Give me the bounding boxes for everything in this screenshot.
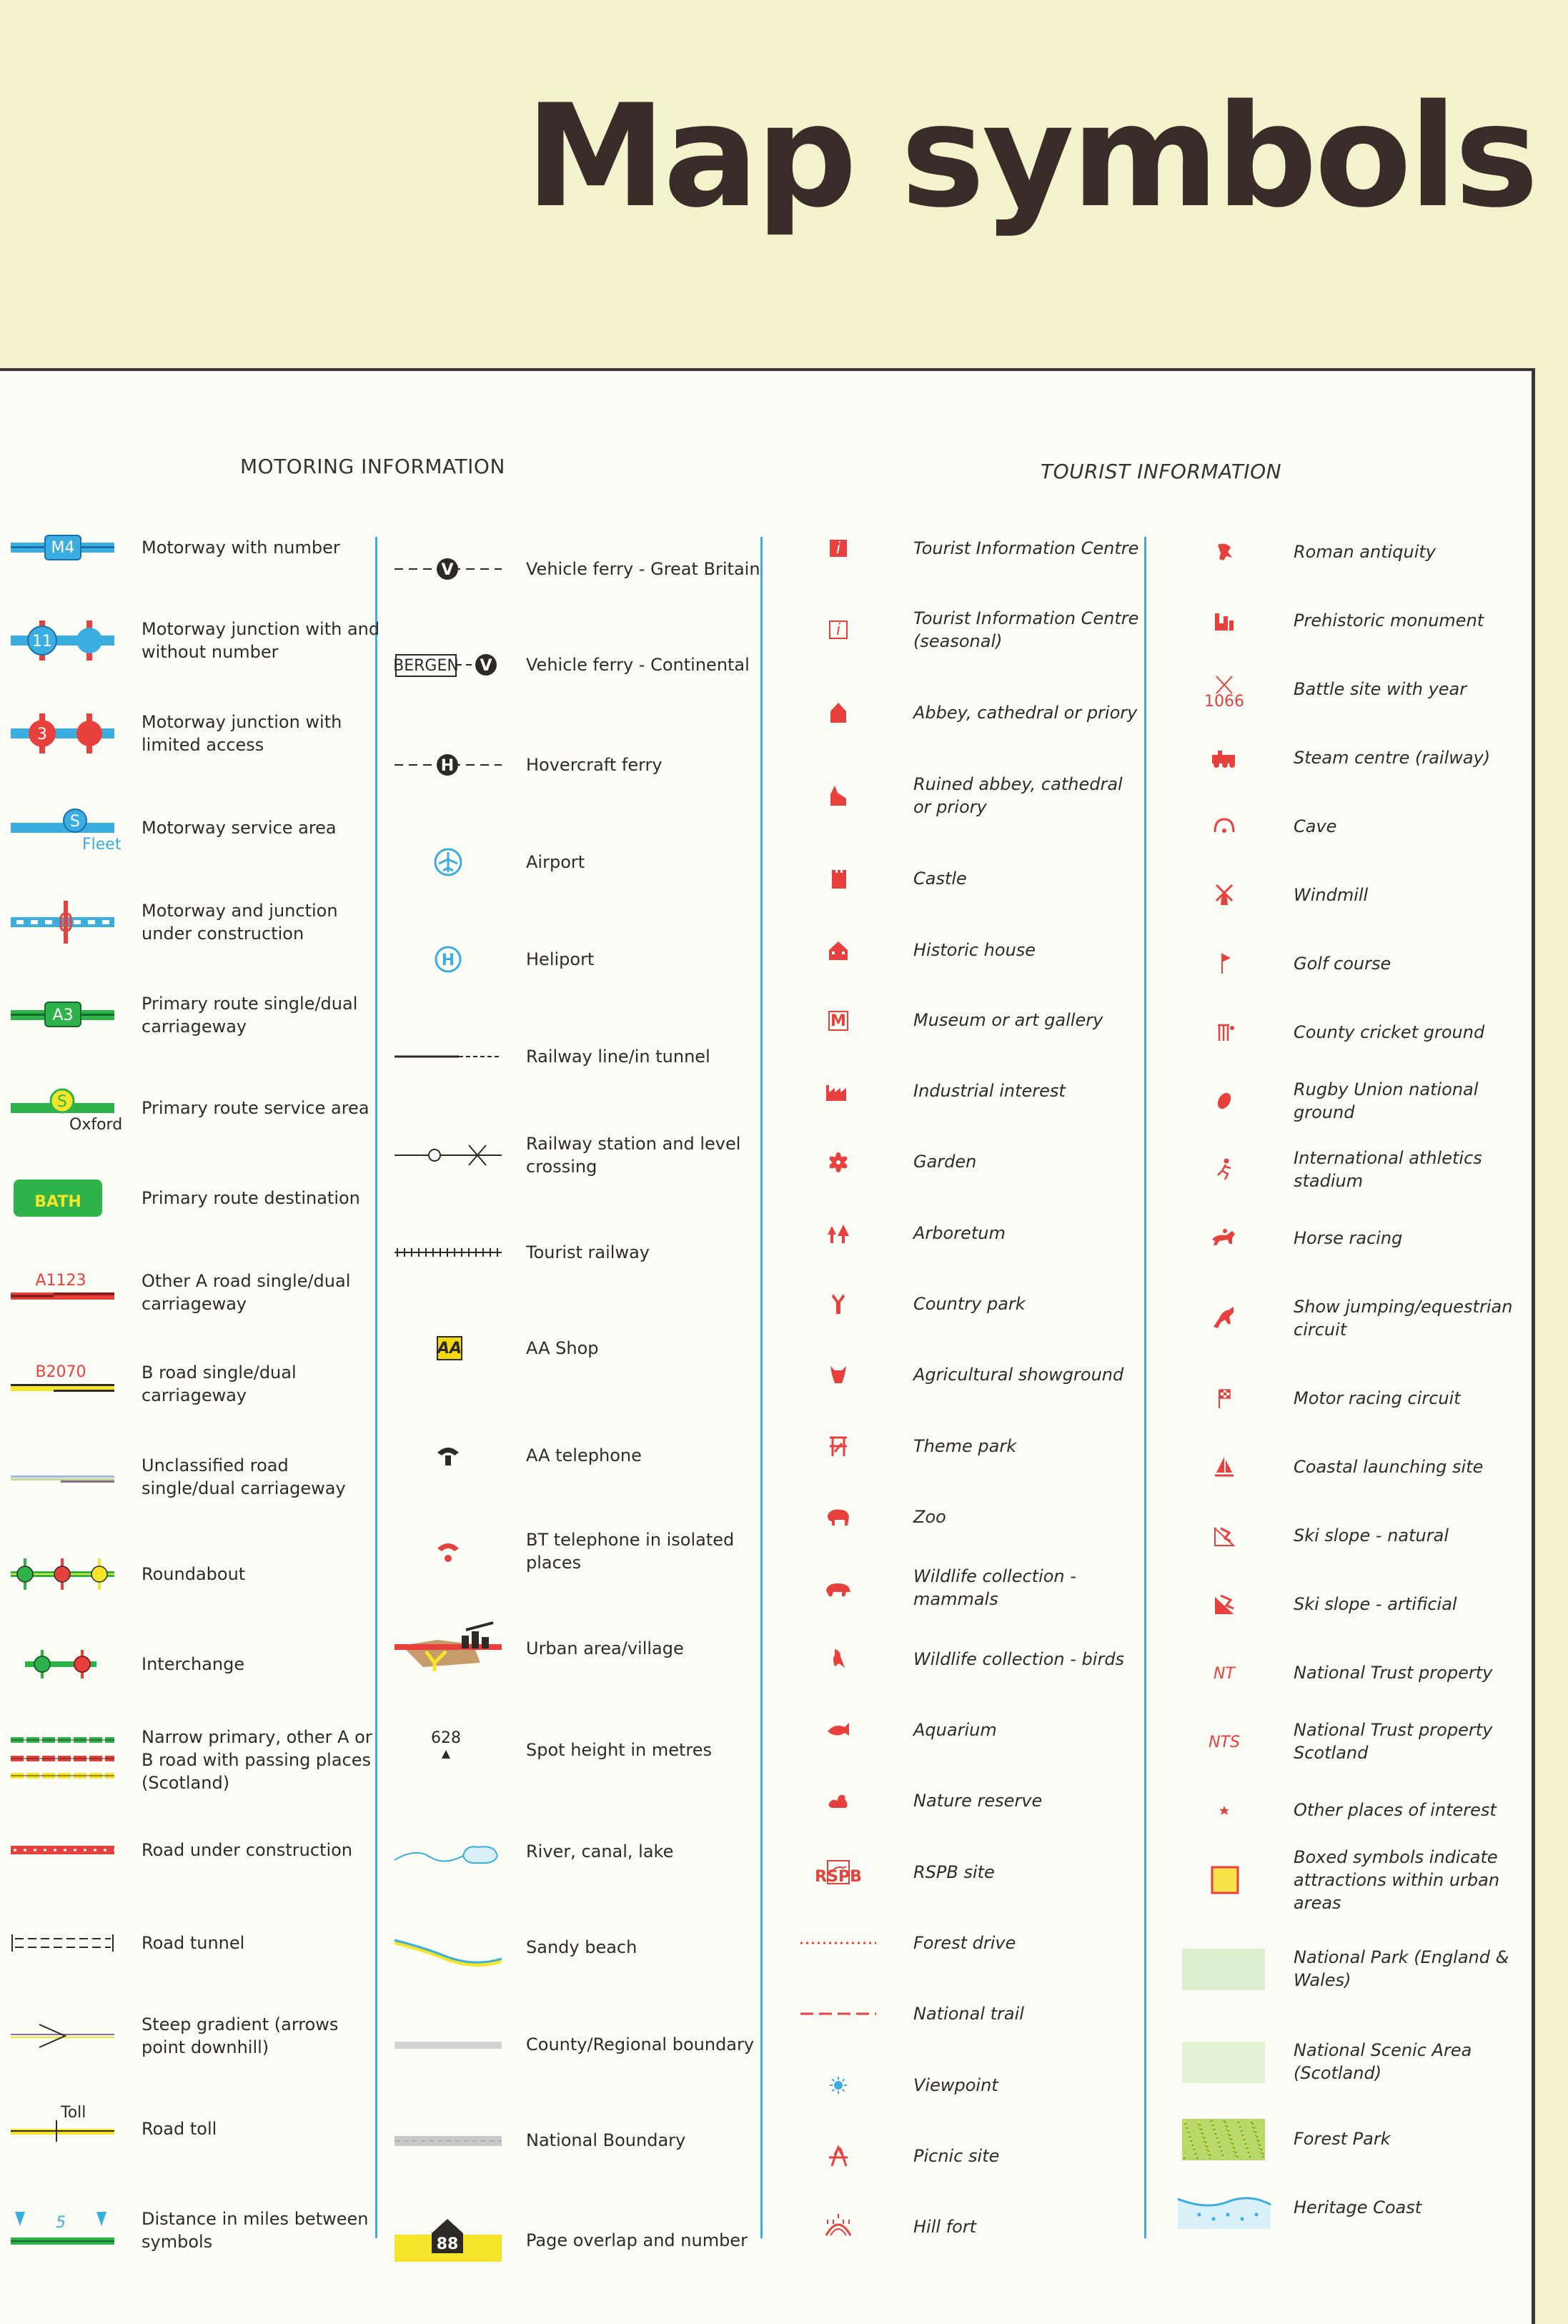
primary-service-icon <box>9 1079 122 1137</box>
legend-item <box>9 1448 384 1505</box>
legend-label: Zoo <box>913 1507 946 1527</box>
legend-item <box>395 1320 762 1377</box>
svg-text:Toll: Toll <box>60 2104 86 2122</box>
arboretum-icon <box>806 1205 870 1262</box>
legend-label: Abbey, cathedral or priory <box>913 703 1138 723</box>
legend-item <box>395 1127 762 1184</box>
svg-text:S: S <box>69 813 80 831</box>
legend-item <box>395 931 762 988</box>
svg-text:i: i <box>835 540 841 558</box>
forest-park-icon <box>1178 2110 1271 2167</box>
legend-label: Vehicle ferry - Great Britain <box>526 559 760 579</box>
page-title: Map symbols <box>525 74 1536 239</box>
legend-item <box>806 684 1142 741</box>
legend-label: National Trust property Scotland <box>1294 1720 1493 1763</box>
legend-item <box>9 1264 384 1321</box>
legend-item <box>395 1721 762 1779</box>
legend-item <box>806 2127 1142 2185</box>
show-jumping-icon <box>1178 1290 1271 1347</box>
legend-label: Railway line/in tunnel <box>526 1047 710 1067</box>
legend-item <box>395 636 762 693</box>
legend-label: Wildlife collection - mammals <box>913 1566 1076 1609</box>
legend-label: Forest Park <box>1294 2129 1391 2149</box>
legend-label: B road single/dual carriageway <box>142 1363 297 1405</box>
ski-natural-icon <box>1178 1507 1271 1564</box>
wildlife-mammals-icon <box>806 1559 870 1616</box>
legend-item <box>806 767 1142 824</box>
legend-label: Heritage Coast <box>1294 2197 1422 2217</box>
legend-label: Agricultural showground <box>913 1365 1124 1385</box>
legend-label: Country park <box>913 1294 1026 1314</box>
legend-item <box>9 1636 384 1693</box>
legend-item <box>395 1224 762 1281</box>
legend-item <box>806 1275 1142 1332</box>
svg-text:BERGEN: BERGEN <box>393 657 459 675</box>
legend-item <box>806 992 1142 1049</box>
legend-item <box>806 520 1142 577</box>
legend-label: Interchange <box>142 1654 245 1674</box>
legend-label: AA telephone <box>526 1445 642 1465</box>
legend-label: Prehistoric monument <box>1294 610 1484 631</box>
interchange-icon <box>9 1636 116 1693</box>
athletics-icon <box>1178 1141 1271 1198</box>
legend-label: Picnic site <box>913 2146 1000 2166</box>
legend-label: Tourist Information Centre (seasonal) <box>913 608 1139 651</box>
theme-park-icon <box>806 1418 870 1475</box>
svg-text:BATH: BATH <box>34 1193 81 1211</box>
industrial-icon <box>806 1062 870 1119</box>
legend-item <box>1178 1576 1529 1633</box>
legend-label: Industrial interest <box>913 1081 1066 1101</box>
motorway-construction-icon <box>9 894 116 951</box>
coastal-launch-icon <box>1178 1438 1271 1495</box>
legend-label: Historic house <box>913 940 1036 960</box>
tourist-info-icon <box>806 520 870 577</box>
motorway-limited-junction-icon <box>9 705 116 762</box>
svg-text:H: H <box>441 951 455 969</box>
tourist-railway-icon <box>395 1224 502 1281</box>
legend-item <box>9 705 384 762</box>
sandy-beach-icon <box>395 1919 502 1976</box>
legend-item <box>1178 661 1529 718</box>
legend-label: Roman antiquity <box>1294 542 1436 562</box>
wildlife-birds-icon <box>806 1631 870 1688</box>
svg-text:i: i <box>835 621 841 639</box>
legend-label: Unclassified road single/dual carriageway <box>142 1455 346 1498</box>
horse-racing-icon <box>1178 1210 1271 1267</box>
legend-label: Ski slope - natural <box>1294 1526 1449 1546</box>
legend-label: Airport <box>526 852 585 872</box>
legend-label: Golf course <box>1294 954 1391 974</box>
legend-label: Hovercraft ferry <box>526 755 663 775</box>
legend-item <box>806 1914 1142 1972</box>
rugby-icon <box>1178 1072 1271 1129</box>
legend-label: Wildlife collection - birds <box>913 1649 1125 1669</box>
legend-label: Sandy beach <box>526 1937 637 1957</box>
legend-item <box>806 2198 1142 2255</box>
legend-label: Motorway with number <box>142 538 340 558</box>
svg-text:H: H <box>440 757 455 775</box>
spot-height-icon <box>395 1721 502 1779</box>
hovercraft-icon <box>395 736 502 793</box>
legend-item <box>9 519 384 576</box>
legend-label: AA Shop <box>526 1338 599 1358</box>
legend-item <box>1178 1004 1529 1061</box>
legend-item <box>806 1062 1142 1119</box>
other-interest-icon <box>1178 1781 1271 1839</box>
legend-item <box>9 1355 384 1413</box>
legend-label: Aquarium <box>913 1720 997 1740</box>
cave-icon <box>1178 798 1271 855</box>
legend-item <box>9 799 384 856</box>
legend-label: Arboretum <box>913 1223 1006 1243</box>
svg-text:M: M <box>830 1012 846 1030</box>
legend-item <box>806 1346 1142 1403</box>
legend-label: Castle <box>913 869 967 889</box>
legend-label: Page overlap and number <box>526 2230 748 2250</box>
national-boundary-icon <box>395 2112 502 2169</box>
legend-label: Hill fort <box>913 2217 977 2237</box>
legend-item <box>806 1631 1142 1688</box>
legend-item <box>395 2016 762 2073</box>
legend-label: Rugby Union national ground <box>1294 1079 1479 1122</box>
legend-label: Railway station and level crossing <box>526 1134 741 1177</box>
legend-item <box>395 1919 762 1976</box>
golf-icon <box>1178 935 1271 992</box>
battle-site-icon <box>1178 661 1271 718</box>
legend-item <box>806 1985 1142 2042</box>
garden-icon <box>806 1133 870 1190</box>
legend-item <box>806 2057 1142 2114</box>
legend-label: Tourist Information Centre <box>913 538 1139 558</box>
legend-item <box>1178 1940 1529 1997</box>
legend-label: Windmill <box>1294 885 1369 905</box>
column-divider <box>1144 537 1146 2238</box>
road-construction-icon <box>9 1821 116 1879</box>
steam-centre-icon <box>1178 729 1271 786</box>
legend-label: Boxed symbols indicate attractions within urban areas <box>1294 1847 1500 1913</box>
scenic-area-icon <box>1178 2033 1271 2090</box>
roman-antiquity-icon <box>1178 523 1271 580</box>
legend-label: Garden <box>913 1152 977 1172</box>
legend-item <box>9 987 384 1044</box>
legend-item <box>1178 729 1529 786</box>
zoo-icon <box>806 1488 870 1546</box>
legend-label: Steep gradient (arrows point downhill) <box>142 2014 339 2057</box>
svg-text:S: S <box>56 1093 67 1111</box>
legend-item <box>9 1821 384 1879</box>
legend-label: County/Regional boundary <box>526 2034 755 2054</box>
legend-label: Road toll <box>142 2119 217 2139</box>
legend-item <box>9 894 384 951</box>
ruined-abbey-icon <box>806 767 870 824</box>
ferry-continental-icon <box>395 636 502 693</box>
railway-station-icon <box>395 1127 502 1184</box>
legend-item <box>806 1701 1142 1759</box>
legend-label: Nature reserve <box>913 1791 1043 1811</box>
castle-icon <box>806 850 870 907</box>
motorway-service-icon <box>9 799 121 856</box>
forest-drive-icon <box>806 1914 870 1972</box>
legend-item <box>1178 866 1529 924</box>
tourist-info-seasonal-icon <box>806 601 870 658</box>
legend-label: Primary route destination <box>142 1188 360 1208</box>
nature-reserve-icon <box>806 1772 870 1829</box>
legend-label: Other A road single/dual carriageway <box>142 1271 351 1314</box>
legend-item <box>806 850 1142 907</box>
legend-item <box>9 612 384 669</box>
legend-label: Other places of interest <box>1294 1800 1497 1820</box>
legend-label: Road tunnel <box>142 1933 245 1953</box>
tourist-heading: TOURIST INFORMATION <box>1041 460 1282 483</box>
legend-label: Primary route service area <box>142 1098 369 1118</box>
motorway-junction-icon <box>9 612 116 669</box>
roundabout-icon <box>9 1546 116 1603</box>
aa-telephone-icon <box>395 1427 502 1484</box>
legend-item <box>395 1523 762 1580</box>
legend-label: BT telephone in isolated places <box>526 1530 735 1573</box>
primary-route-icon <box>9 987 116 1044</box>
legend-label: Distance in miles between symbols <box>142 2209 369 2252</box>
legend-label: Narrow primary, other A or B road with passing places (Scotland) <box>142 1727 372 1793</box>
national-trust-scotland-icon <box>1178 1713 1271 1770</box>
picnic-icon <box>806 2127 870 2185</box>
legend-item <box>1178 1438 1529 1495</box>
svg-text:628: 628 <box>431 1729 461 1747</box>
legend-item <box>395 540 762 598</box>
legend-item <box>395 2112 762 2169</box>
national-trust-icon <box>1178 1644 1271 1701</box>
road-tunnel-icon <box>9 1914 116 1972</box>
legend-item <box>9 2100 384 2157</box>
svg-text:3: 3 <box>36 726 47 743</box>
legend-item <box>806 1559 1142 1616</box>
legend-item <box>806 1133 1142 1190</box>
legend-item <box>9 1079 384 1137</box>
legend-label: Primary route single/dual carriageway <box>142 994 358 1037</box>
legend-label: Museum or art gallery <box>913 1010 1103 1030</box>
legend-item <box>395 1823 762 1880</box>
legend-item <box>1178 2110 1529 2167</box>
museum-icon <box>806 992 870 1049</box>
legend-label: National trail <box>913 2004 1024 2024</box>
legend-label: Motorway service area <box>142 818 337 838</box>
legend-item <box>9 1546 384 1603</box>
legend-item <box>1178 1072 1529 1129</box>
svg-text:RSPB: RSPB <box>815 1868 862 1886</box>
distance-icon <box>9 2202 116 2259</box>
legend-item <box>1178 1290 1529 1347</box>
legend-label: Theme park <box>913 1436 1017 1456</box>
legend-label: Motorway junction with and without number <box>142 619 380 662</box>
showground-icon <box>806 1346 870 1403</box>
prehistoric-monument-icon <box>1178 592 1271 649</box>
legend-label: Steam centre (railway) <box>1294 748 1491 768</box>
legend-label: Forest drive <box>913 1933 1016 1953</box>
legend-item <box>1178 592 1529 649</box>
legend-label: International athletics stadium <box>1294 1148 1482 1191</box>
legend-label: Vehicle ferry - Continental <box>526 655 750 675</box>
svg-text:NT: NT <box>1214 1665 1235 1683</box>
legend-item <box>9 2202 384 2259</box>
legend-label: Coastal launching site <box>1294 1457 1484 1477</box>
svg-text:88: 88 <box>436 2235 459 2253</box>
windmill-icon <box>1178 866 1271 924</box>
legend-label: RSPB site <box>913 1862 995 1882</box>
cricket-icon <box>1178 1004 1271 1061</box>
abbey-icon <box>806 684 870 741</box>
svg-text:Fleet: Fleet <box>81 836 121 854</box>
motor-racing-icon <box>1178 1370 1271 1427</box>
legend-label: Motorway and junction under construction <box>142 901 338 944</box>
motoring-heading: MOTORING INFORMATION <box>240 455 505 478</box>
river-icon <box>395 1823 502 1880</box>
legend-label: Viewpoint <box>913 2075 998 2095</box>
svg-text:5: 5 <box>55 2214 66 2232</box>
svg-text:11: 11 <box>31 633 52 651</box>
narrow-road-icon <box>9 1731 116 1789</box>
legend-item <box>1178 2033 1529 2090</box>
airport-icon <box>395 834 502 891</box>
rspb-icon <box>806 1844 870 1901</box>
legend-label: Cave <box>1294 816 1337 836</box>
ski-artificial-icon <box>1178 1576 1271 1633</box>
railway-icon <box>395 1028 502 1085</box>
heliport-icon <box>395 931 502 988</box>
legend-item <box>806 1418 1142 1475</box>
boxed-symbol-icon <box>1178 1851 1271 1909</box>
unclassified-road-icon <box>9 1448 116 1505</box>
page-overlap-icon <box>395 2212 502 2269</box>
legend-item <box>395 1028 762 1085</box>
legend-label: Road under construction <box>142 1840 353 1860</box>
viewpoint-icon <box>806 2057 870 2114</box>
legend-label: Motorway junction with limited access <box>142 712 342 755</box>
svg-text:Oxford: Oxford <box>69 1116 122 1134</box>
legend-item <box>1178 1781 1529 1839</box>
legend-item <box>806 1844 1142 1901</box>
b-road-icon <box>9 1355 116 1413</box>
legend-item <box>9 1170 384 1227</box>
legend-item <box>9 1914 384 1972</box>
legend-item <box>806 1205 1142 1262</box>
heritage-coast-icon <box>1178 2179 1271 2236</box>
national-trail-icon <box>806 1985 870 2042</box>
svg-text:1066: 1066 <box>1204 693 1244 711</box>
legend-label: National Trust property <box>1294 1663 1493 1683</box>
legend-item <box>395 1620 762 1677</box>
svg-text:V: V <box>480 657 492 675</box>
legend-label: Ski slope - artificial <box>1294 1594 1457 1614</box>
hill-fort-icon <box>806 2198 870 2255</box>
steep-gradient-icon <box>9 2007 116 2065</box>
legend-item <box>806 1772 1142 1829</box>
country-park-icon <box>806 1275 870 1332</box>
legend-label: Spot height in metres <box>526 1740 712 1760</box>
svg-text:V: V <box>441 561 454 579</box>
county-boundary-icon <box>395 2016 502 2073</box>
urban-area-icon <box>395 1620 502 1677</box>
legend-item <box>1178 935 1529 992</box>
ferry-gb-icon <box>395 540 502 598</box>
aquarium-icon <box>806 1701 870 1759</box>
legend-item <box>1178 2179 1529 2236</box>
bt-telephone-icon <box>395 1523 502 1580</box>
legend-item <box>806 601 1142 658</box>
legend-label: National Scenic Area (Scotland) <box>1294 2040 1472 2083</box>
legend-label: Urban area/village <box>526 1638 684 1658</box>
legend-item <box>1178 1370 1529 1427</box>
legend-item <box>1178 1507 1529 1564</box>
legend-label: National Park (England & Wales) <box>1294 1947 1509 1990</box>
legend-label: Motor racing circuit <box>1294 1388 1461 1408</box>
legend-item <box>1178 523 1529 580</box>
legend-item <box>395 834 762 891</box>
svg-text:B2070: B2070 <box>34 1363 86 1381</box>
legend-label: River, canal, lake <box>526 1841 674 1861</box>
legend-label: County cricket ground <box>1294 1022 1485 1042</box>
legend-item <box>1178 798 1529 855</box>
svg-text:M4: M4 <box>51 539 74 557</box>
legend-item <box>806 1488 1142 1546</box>
legend-label: Roundabout <box>142 1564 246 1584</box>
svg-text:AA: AA <box>437 1340 462 1358</box>
legend-item <box>395 2212 762 2269</box>
legend-label: Show jumping/equestrian circuit <box>1294 1297 1513 1340</box>
legend-label: Heliport <box>526 949 595 969</box>
legend-item <box>395 1427 762 1484</box>
legend-panel <box>0 368 1535 2324</box>
legend-item <box>1178 1644 1529 1701</box>
legend-label: Battle site with year <box>1294 679 1467 699</box>
svg-text:A1123: A1123 <box>34 1272 86 1290</box>
legend-label: Tourist railway <box>526 1242 650 1262</box>
primary-destination-icon <box>9 1170 116 1227</box>
motorway-number-icon <box>9 519 116 576</box>
legend-label: Horse racing <box>1294 1228 1403 1248</box>
historic-house-icon <box>806 921 870 979</box>
svg-text:A3: A3 <box>51 1007 74 1024</box>
legend-item <box>9 2007 384 2065</box>
legend-item <box>9 1727 384 1793</box>
national-park-icon <box>1178 1940 1271 1997</box>
legend-item <box>1178 1210 1529 1267</box>
legend-item <box>395 736 762 793</box>
svg-text:NTS: NTS <box>1209 1734 1240 1751</box>
legend-item <box>1178 1141 1529 1198</box>
aa-shop-icon <box>395 1320 502 1377</box>
legend-item <box>1178 1713 1529 1770</box>
road-toll-icon <box>9 2100 116 2157</box>
legend-label: National Boundary <box>526 2130 686 2150</box>
legend-label: Ruined abbey, cathedral or priory <box>913 774 1123 817</box>
legend-item <box>806 921 1142 979</box>
legend-item <box>1178 1847 1529 1913</box>
a-road-icon <box>9 1264 116 1321</box>
